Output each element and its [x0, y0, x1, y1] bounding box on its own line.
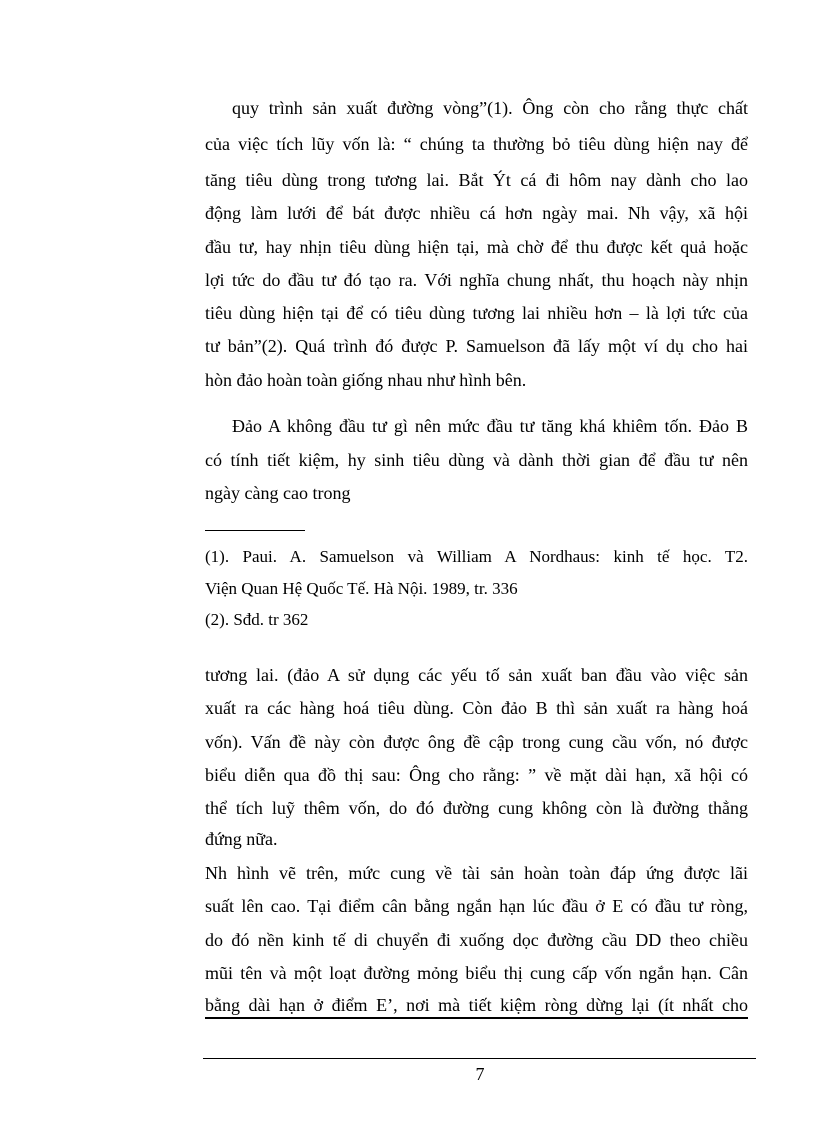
text-line: xuất ra các hàng hoá tiêu dùng. Còn đảo B thì sản xuất ra hàng hoá [205, 698, 748, 718]
text-line: tiêu dùng hiện tại để có tiêu dùng tương lai nhiều hơn – là lợi tức của [205, 303, 748, 323]
text-line: Đảo A không đầu tư gì nên mức đầu tư tăng khá khiêm tốn. Đảo B [232, 416, 748, 436]
text-line: thể tích luỹ thêm vốn, do đó đường cung không còn là đường thẳng [205, 798, 748, 818]
text-line: mũi tên và một loạt đường mỏng biểu thị cung cấp vốn ngắn hạn. Cân [205, 963, 748, 983]
text-line: tương lai. (đảo A sử dụng các yếu tố sản xuất ban đầu vào việc sản [205, 665, 748, 685]
text-line: hòn đảo hoàn toàn giống nhau như hình bên. [205, 370, 527, 390]
text-line: do đó nền kinh tế di chuyển đi xuống dọc đường cầu DD theo chiều [205, 930, 748, 950]
footnote: (2). Sđd. tr 362 [205, 610, 309, 629]
page-number: 7 [475, 1064, 485, 1084]
text-line: bằng dài hạn ở điểm E’, nơi mà tiết kiệm ròng dừng lại (ít nhất cho [205, 995, 748, 1015]
footnote-separator [205, 530, 305, 531]
text-line: ngày càng cao trong [205, 483, 351, 503]
text-line: động làm lưới để bát được nhiều cá hơn ngày mai. Nh vậy, xã hội [205, 203, 748, 223]
text-line: lợi tức do đầu tư đó tạo ra. Với nghĩa chung nhất, thu hoạch này nhịn [205, 270, 748, 290]
text-line: tư bản”(2). Quá trình đó được P. Samuelson đã lấy một ví dụ cho hai [205, 336, 748, 356]
footnote: Viện Quan Hệ Quốc Tế. Hà Nội. 1989, tr. 336 [205, 579, 518, 598]
text-line: quy trình sản xuất đường vòng”(1). Ông còn cho rằng thực chất [232, 98, 748, 118]
text-line: đứng nữa. [205, 829, 278, 849]
text-line: của việc tích lũy vốn là: “ chúng ta thường bỏ tiêu dùng hiện nay để [205, 134, 748, 154]
footnote: (1). Paui. A. Samuelson và William A Nordhaus: kinh tế học. T2. [205, 547, 748, 566]
footer-rule [203, 1058, 756, 1059]
text-line: suất lên cao. Tại điểm cân bằng ngắn hạn lúc đầu ở E có đầu tư ròng, [205, 896, 748, 916]
text-line: Nh hình vẽ trên, mức cung về tài sản hoàn toàn đáp ứng được lãi [205, 863, 748, 883]
text-line: tăng tiêu dùng trong tương lai. Bắt Ýt cá đi hôm nay dành cho lao [205, 170, 748, 190]
body-end-rule [205, 1017, 748, 1019]
text-line: đầu tư, hay nhịn tiêu dùng hiện tại, mà chờ để thu được kết quả hoặc [205, 237, 748, 257]
text-line: vốn). Vấn đề này còn được ông đề cập trong cung cầu vốn, nó được [205, 732, 748, 752]
text-line: có tính tiết kiệm, hy sinh tiêu dùng và dành thời gian để đầu tư nên [205, 450, 748, 470]
text-line: biểu diễn qua đồ thị sau: Ông cho rằng: ” về mặt dài hạn, xã hội có [205, 765, 748, 785]
